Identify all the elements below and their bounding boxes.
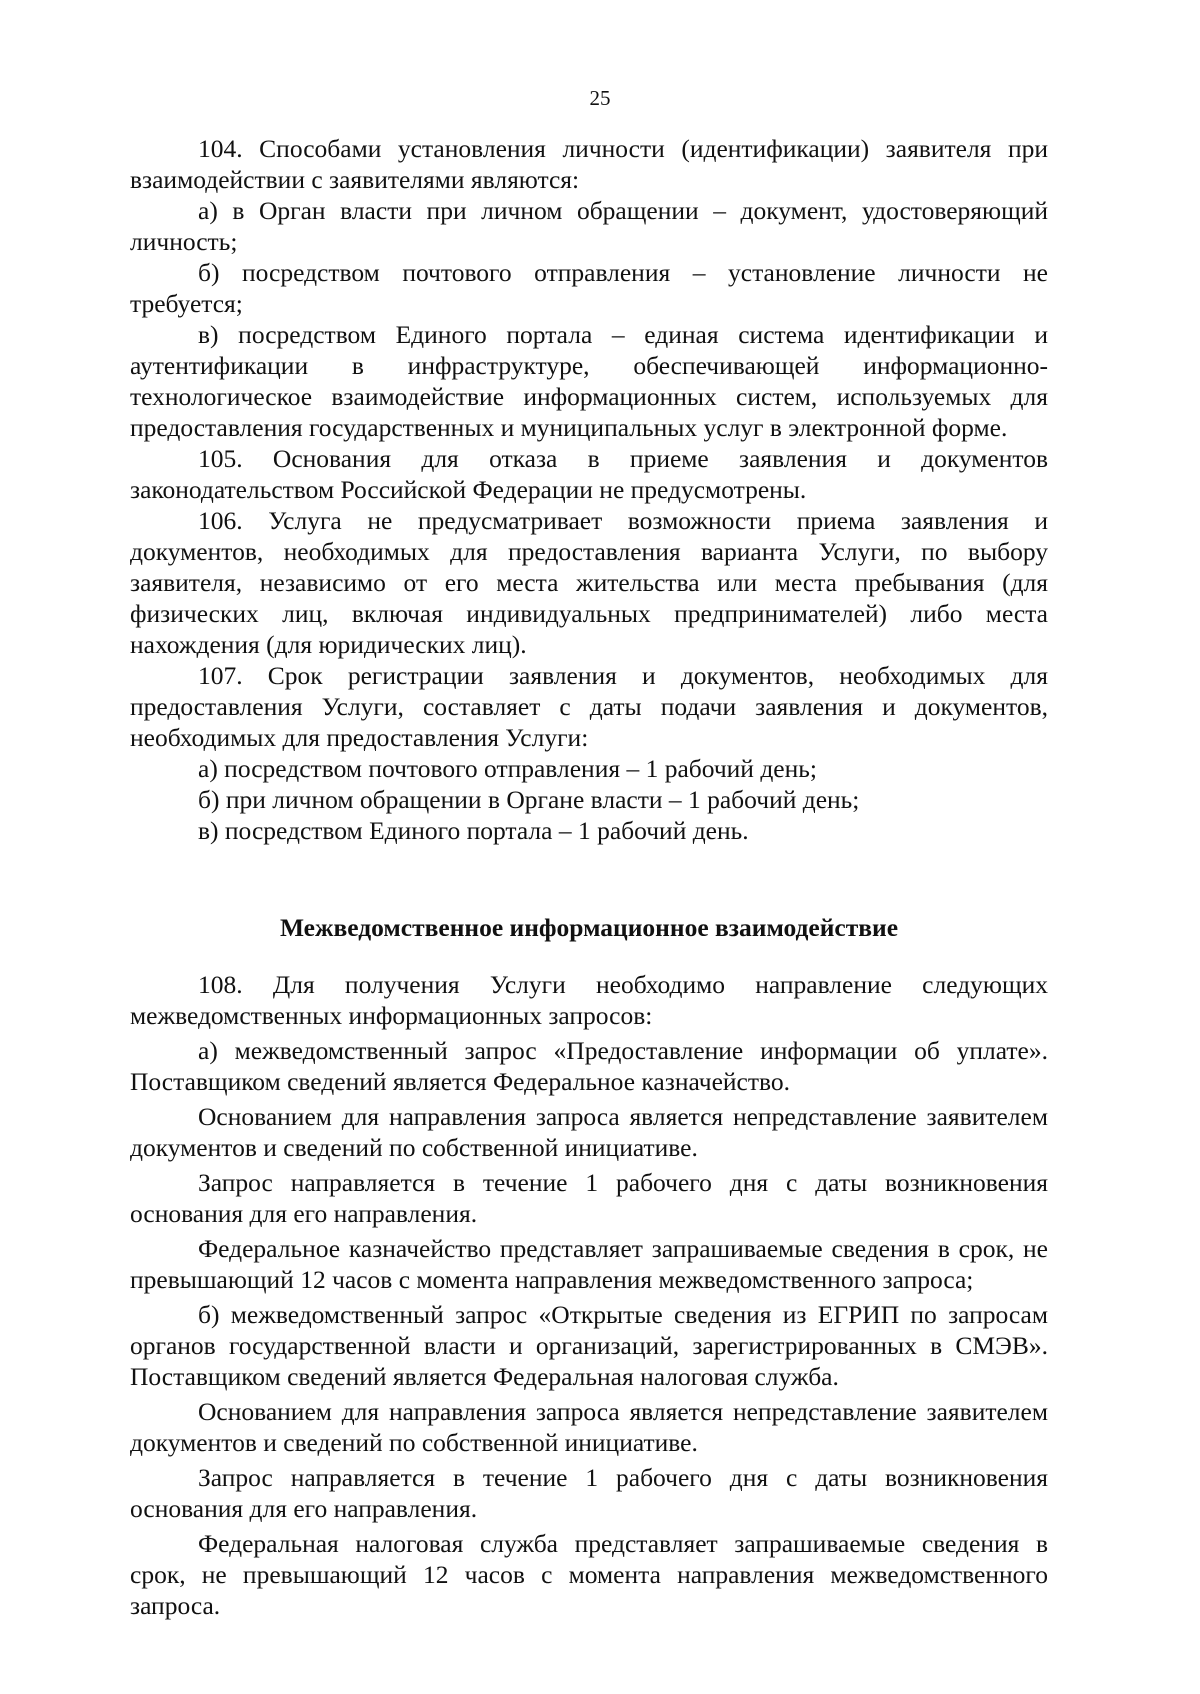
paragraph-107-c: в) посредством Единого портала – 1 рабочий день. — [198, 816, 749, 845]
section-interagency-interaction — [130, 969, 1048, 1621]
paragraph-107-a: а) посредством почтового отправления – 1 рабочий день; — [198, 754, 817, 783]
paragraph-108-b-provider: Федеральная налоговая служба представляет запрашиваемые сведения в срок, не превышающий 12 часов с момента направления межведомственного запроса. — [130, 1529, 1048, 1620]
section-application-acceptance — [130, 133, 1048, 846]
paragraph-108-a-term: Запрос направляется в течение 1 рабочего дня с даты возникновения основания для его направления. — [130, 1168, 1048, 1228]
paragraph-108: 108. Для получения Услуги необходимо направление следующих межведомственных информационных запросов: — [130, 970, 1048, 1030]
paragraph-104-b: б) посредством почтового отправления – установление личности не требуется; — [130, 258, 1048, 318]
paragraph-106: 106. Услуга не предусматривает возможности приема заявления и документов, необходимых для предоставления варианта Услуги, по выбору заявителя, независимо от его места жительства или места пребывания (для физических лиц, включая индивидуальных предпринимателей) либо места нахождения (для юридических лиц). — [130, 506, 1048, 659]
paragraph-108-b-term: Запрос направляется в течение 1 рабочего дня с даты возникновения основания для его направления. — [130, 1463, 1048, 1523]
paragraph-105: 105. Основания для отказа в приеме заявления и документов законодательством Российской Федерации не предусмотрены. — [130, 444, 1048, 504]
page-number: 25 — [589, 86, 611, 110]
paragraph-104-c: в) посредством Единого портала – единая система идентификации и аутентификации в инфраструктуре, обеспечивающей информационно-технологическое взаимодействие информационных систем, используемых для предоставления государственных и муниципальных услуг в электронной форме. — [130, 320, 1048, 442]
paragraph-108-a-basis: Основанием для направления запроса является непредставление заявителем документов и сведений по собственной инициативе. — [130, 1102, 1048, 1162]
paragraph-104: 104. Способами установления личности (идентификации) заявителя при взаимодействии с заявителями являются: — [130, 134, 1048, 194]
paragraph-104-a: а) в Орган власти при личном обращении – документ, удостоверяющий личность; — [130, 196, 1048, 256]
section-heading: Межведомственное информационное взаимодействие — [279, 913, 899, 942]
paragraph-108-a-provider: Федеральное казначейство представляет запрашиваемые сведения в срок, не превышающий 12 часов с момента направления межведомственного запроса; — [130, 1234, 1048, 1294]
paragraph-108-b-basis: Основанием для направления запроса является непредставление заявителем документов и сведений по собственной инициативе. — [130, 1397, 1048, 1457]
paragraph-107: 107. Срок регистрации заявления и документов, необходимых для предоставления Услуги, составляет с даты подачи заявления и документов, необходимых для предоставления Услуги: — [130, 661, 1048, 752]
paragraph-107-b: б) при личном обращении в Органе власти – 1 рабочий день; — [198, 785, 860, 814]
paragraph-108-a: а) межведомственный запрос «Предоставление информации об уплате». Поставщиком сведений является Федеральное казначейство. — [130, 1036, 1048, 1096]
document-body — [130, 133, 1048, 1625]
paragraph-108-b: б) межведомственный запрос «Открытые сведения из ЕГРИП по запросам органов государственной власти и организаций, зарегистрированных в СМЭВ». Поставщиком сведений является Федеральная налоговая служба. — [130, 1300, 1048, 1391]
